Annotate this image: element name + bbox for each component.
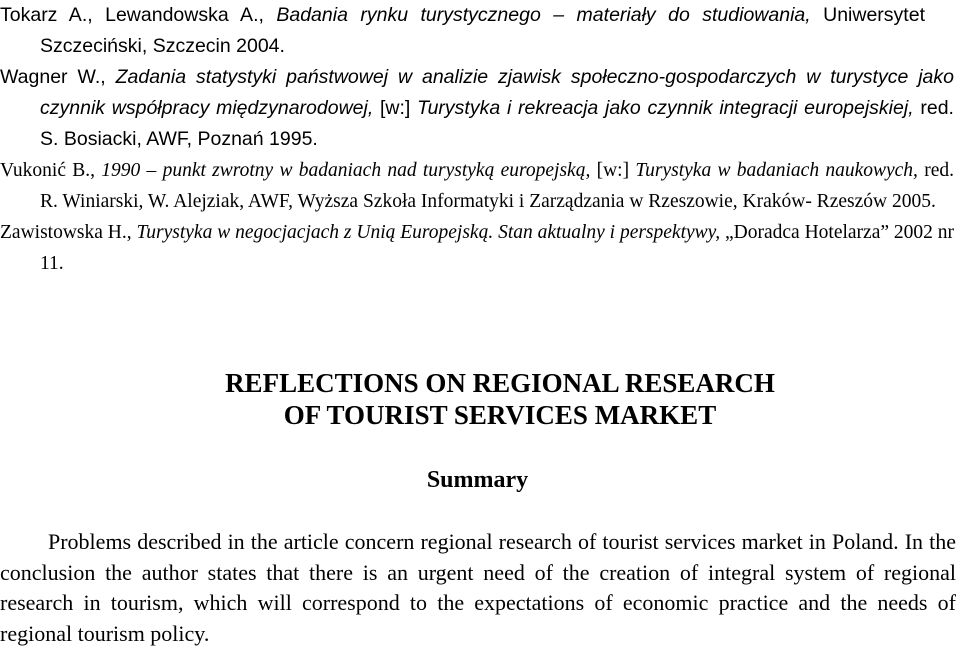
article-title-line-1: REFLECTIONS ON REGIONAL RESEARCH [225, 368, 775, 398]
summary-text: Problems described in the article concern regional research of tourist services market in Poland. In the conclusion the author states that there is an urgent need of the creation of integral system of regional research in tourism, which will correspond to the expectations of economic practice and the needs of regional tourism policy. [0, 529, 956, 646]
reference-title: Zadania statystyki państwowej w analizie zjawisk społeczno-gospodarczych w turystyce jako czynnik współpracy międzynarodowej, [40, 66, 954, 119]
summary-heading: Summary [426, 467, 529, 493]
reference-book-title: Turystyka i rekreacja jako czynnik integracji europejskiej, [410, 97, 914, 119]
reference-book-title: Turystyka w badaniach naukowych, [629, 160, 918, 181]
reference-author: Tokarz A., Lewandowska A., [0, 4, 264, 26]
bibliography [0, 0, 960, 279]
reference-author: Vukonić B., [0, 160, 96, 181]
reference-author: Wagner W., [0, 66, 106, 88]
reference-in-marker: [w:] [373, 97, 411, 119]
reference-publisher: „Doradca Hotelarza” 2002 nr 11. [40, 222, 955, 274]
reference-title: Turystyka w negocjacjach z Unią Europejską. Stan aktualny i perspektywy, [131, 222, 721, 243]
reference-entry [0, 217, 960, 279]
reference-entry [0, 155, 960, 217]
reference-publisher: red. S. Bosiacki, AWF, Poznań 1995. [40, 97, 954, 150]
reference-title: Badania rynku turystycznego – materiały do studiowania, [263, 4, 811, 26]
reference-entry [0, 0, 960, 62]
article-title-line-2: OF TOURIST SERVICES MARKET [283, 400, 717, 430]
reference-author: Zawistowska H., [0, 222, 132, 243]
reference-publisher: Uniwersytet Szczeciński, Szczecin 2004. [40, 4, 925, 57]
reference-publisher: red. R. Winiarski, W. Alejziak, AWF, Wyższa Szkoła Informatyki i Zarządzania w Rzeszowie, Kraków- Rzeszów 2005. [40, 160, 954, 212]
reference-in-marker: [w:] [590, 160, 630, 181]
reference-title: 1990 – punkt zwrotny w badaniach nad turystyką europejską, [95, 160, 591, 181]
reference-entry [0, 62, 960, 155]
